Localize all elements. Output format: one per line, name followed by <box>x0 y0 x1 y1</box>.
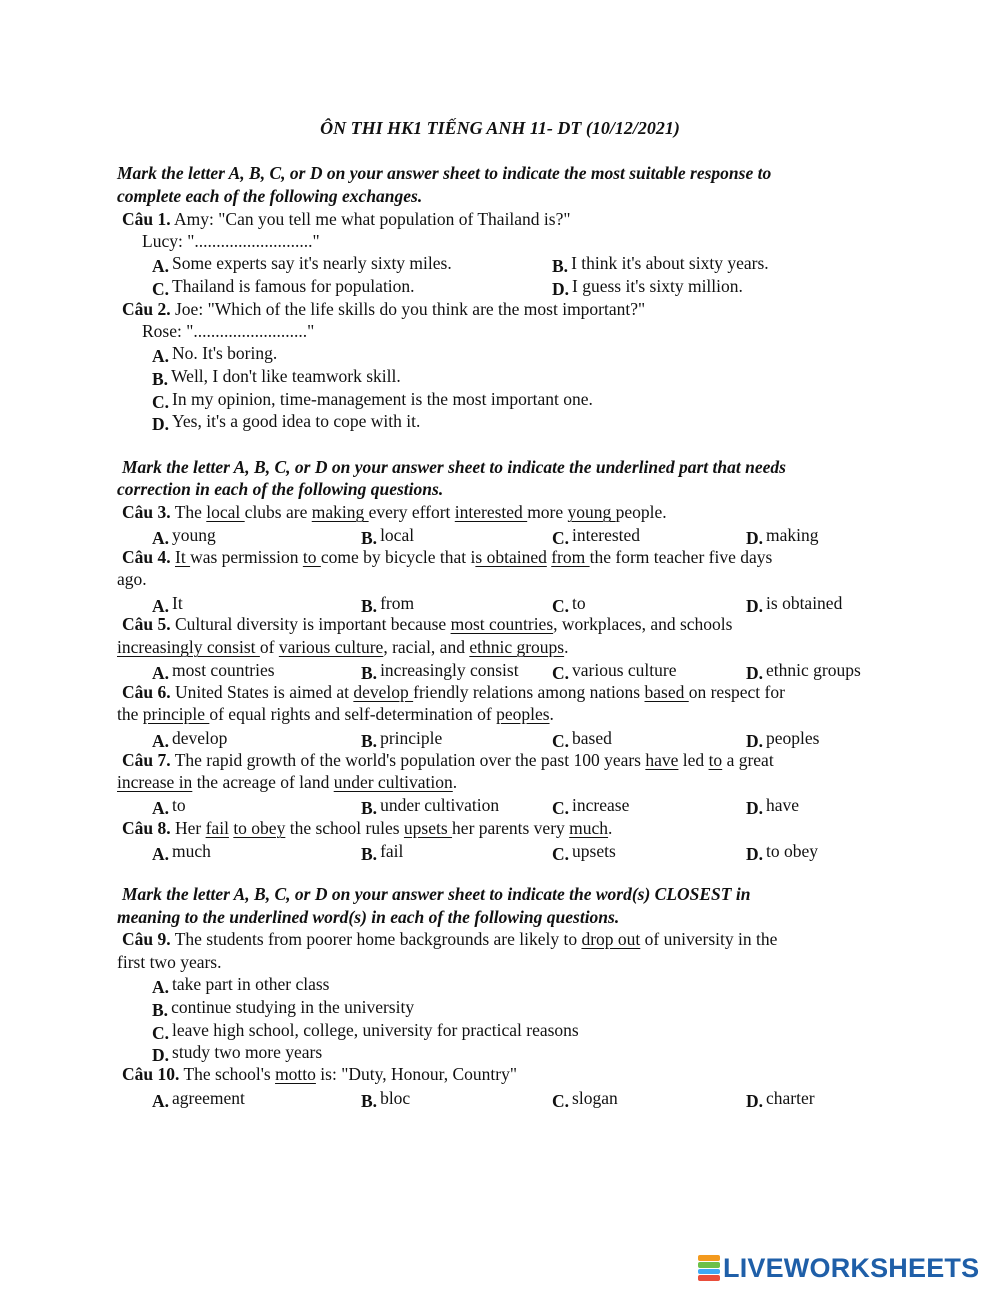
option-letter: D. <box>746 1091 764 1111</box>
option-letter: C. <box>552 596 570 616</box>
option-letter: B. <box>361 596 378 616</box>
option-text: making <box>766 525 819 545</box>
option-text: study two more years <box>172 1042 323 1062</box>
text: the <box>117 704 143 724</box>
question-stem <box>122 546 772 568</box>
option-b[interactable] <box>361 524 414 546</box>
question-label: Câu 9. <box>122 929 171 949</box>
option-letter: D. <box>746 844 764 864</box>
option-b[interactable] <box>361 592 414 614</box>
option-a[interactable] <box>152 840 211 862</box>
option-text: take part in other class <box>172 974 330 994</box>
text: United States is aimed at <box>175 682 354 702</box>
question-label: Câu 10. <box>122 1064 180 1084</box>
underlined-part: fail <box>205 818 229 838</box>
option-c[interactable] <box>552 659 677 681</box>
text: come by bicycle that i <box>320 547 476 567</box>
option-letter: A. <box>152 256 170 276</box>
question-label: Câu 3. <box>122 502 171 522</box>
question-stem <box>122 749 774 771</box>
underlined-part: upsets <box>403 818 453 838</box>
option-a[interactable] <box>152 794 186 816</box>
option-d[interactable] <box>746 592 842 614</box>
question-text: Joe: "Which of the life skills do you think are the most important?" <box>175 299 646 319</box>
question-text: Amy: "Can you tell me what population of Thailand is?" <box>174 209 571 229</box>
option-letter: C. <box>152 1023 170 1043</box>
text: clubs are <box>244 502 312 522</box>
underlined-part: ethnic groups <box>469 637 565 657</box>
option-text: from <box>380 593 415 613</box>
option-text: peoples <box>766 728 820 748</box>
text: . <box>549 704 554 724</box>
option-c[interactable] <box>152 388 593 410</box>
question-response-line: Rose: ".........................." <box>142 321 315 341</box>
text: . <box>564 637 569 657</box>
option-text: Some experts say it's nearly sixty miles. <box>172 253 452 273</box>
text: on respect for <box>688 682 785 702</box>
option-text: upsets <box>572 841 616 861</box>
option-letter: D. <box>152 414 170 434</box>
option-text: agreement <box>172 1088 245 1108</box>
option-text: slogan <box>572 1088 618 1108</box>
option-text: ethnic groups <box>766 660 861 680</box>
option-text: bloc <box>380 1088 411 1108</box>
option-d[interactable] <box>746 659 861 681</box>
underlined-part: under cultivation <box>333 772 453 792</box>
underlined-part: increasingly consist <box>117 637 260 657</box>
question-response-line: Lucy: "..........................." <box>142 231 320 251</box>
option-d[interactable] <box>746 1087 815 1109</box>
option-b[interactable] <box>552 252 769 274</box>
underlined-part: motto <box>275 1064 316 1084</box>
option-text: to <box>572 593 586 613</box>
option-d[interactable] <box>746 794 799 816</box>
option-letter: B. <box>152 369 169 389</box>
option-d[interactable] <box>552 275 743 297</box>
option-d[interactable] <box>152 1041 322 1063</box>
liveworksheets-logo-icon <box>698 1255 720 1281</box>
question-text-continued: ago. <box>117 569 147 589</box>
question-label: Câu 5. <box>122 614 171 634</box>
text: the school rules <box>285 818 404 838</box>
option-b[interactable] <box>152 996 414 1018</box>
option-text: Well, I don't like teamwork skill. <box>171 366 401 386</box>
option-b[interactable] <box>152 365 401 387</box>
option-d[interactable] <box>746 840 818 862</box>
option-a[interactable] <box>152 1087 245 1109</box>
option-d[interactable] <box>746 524 819 546</box>
option-text: Thailand is famous for population. <box>172 276 415 296</box>
option-a[interactable] <box>152 342 277 364</box>
text: is: "Duty, Honour, Country" <box>315 1064 517 1084</box>
question-stem <box>122 1063 517 1085</box>
instruction-line: correction in each of the following questions. <box>117 479 444 499</box>
instruction-line: Mark the letter A, B, C, or D on your answer sheet to indicate the word(s) CLOSEST in <box>122 884 751 904</box>
question-text-continued: first two years. <box>117 952 222 972</box>
question-label: Câu 4. <box>122 547 171 567</box>
text: led <box>678 750 709 770</box>
option-letter: B. <box>361 798 378 818</box>
underlined-part: various culture <box>278 637 384 657</box>
underlined-part: peoples <box>496 704 550 724</box>
option-b[interactable] <box>361 794 499 816</box>
option-letter: D. <box>746 731 764 751</box>
text: every effort <box>368 502 455 522</box>
option-text: young <box>172 525 216 545</box>
text: The students from poorer home backgrounds are likely to <box>174 929 582 949</box>
option-letter: B. <box>552 256 569 276</box>
option-letter: D. <box>552 279 570 299</box>
option-letter: A. <box>152 798 170 818</box>
question-label: Câu 2. <box>122 299 171 319</box>
option-letter: B. <box>361 844 378 864</box>
option-text: charter <box>766 1088 815 1108</box>
text: Cultural diversity is important because <box>175 614 451 634</box>
option-letter: C. <box>552 731 570 751</box>
underlined-part: principle <box>142 704 210 724</box>
question-text-continued <box>117 703 554 725</box>
question-stem <box>122 681 785 703</box>
option-letter: D. <box>746 596 764 616</box>
underlined-part: have <box>645 750 679 770</box>
text: The school's <box>183 1064 276 1084</box>
option-letter: A. <box>152 663 170 683</box>
text: , workplaces, and schools <box>553 614 733 634</box>
option-text: under cultivation <box>380 795 500 815</box>
option-text: various culture <box>572 660 677 680</box>
option-c[interactable] <box>552 840 616 862</box>
option-c[interactable] <box>552 1087 618 1109</box>
text: The <box>174 502 207 522</box>
question-stem <box>122 817 612 839</box>
underlined-part: young <box>567 502 616 522</box>
question-label: Câu 6. <box>122 682 171 702</box>
option-text: based <box>572 728 612 748</box>
instruction-line: complete each of the following exchanges. <box>117 186 423 206</box>
underlined-part: local <box>206 502 245 522</box>
question-text-continued <box>117 771 457 793</box>
option-letter: B. <box>361 1091 378 1111</box>
question-stem <box>122 208 571 230</box>
underlined-part: much <box>569 818 609 838</box>
option-letter: B. <box>361 528 378 548</box>
option-text: develop <box>172 728 228 748</box>
text: of <box>259 637 279 657</box>
option-a[interactable] <box>152 524 216 546</box>
option-letter: A. <box>152 346 170 366</box>
option-b[interactable] <box>361 659 519 681</box>
option-text: principle <box>380 728 443 748</box>
underlined-part: making <box>311 502 369 522</box>
underlined-part: from <box>551 547 590 567</box>
text: friendly relations among nations <box>413 682 645 702</box>
question-text-continued <box>117 636 568 658</box>
option-c[interactable] <box>552 592 586 614</box>
underlined-part: s obtained <box>475 547 547 567</box>
option-text: interested <box>572 525 641 545</box>
option-letter: B. <box>361 663 378 683</box>
option-text: No. It's boring. <box>172 343 278 363</box>
option-letter: C. <box>152 279 170 299</box>
text: a great <box>722 750 774 770</box>
option-text: increase <box>572 795 630 815</box>
option-text: is obtained <box>766 593 843 613</box>
instruction-line: Mark the letter A, B, C, or D on your answer sheet to indicate the most suitable response to <box>117 163 772 183</box>
option-text: most countries <box>172 660 275 680</box>
instruction-line: Mark the letter A, B, C, or D on your answer sheet to indicate the underlined part that needs <box>122 457 786 477</box>
underlined-part: drop out <box>581 929 641 949</box>
question-stem <box>122 613 732 635</box>
option-c[interactable] <box>552 794 629 816</box>
option-letter: D. <box>746 798 764 818</box>
option-text: increasingly consist <box>380 660 519 680</box>
option-letter: A. <box>152 528 170 548</box>
question-label: Câu 8. <box>122 818 171 838</box>
option-c[interactable] <box>152 275 415 297</box>
option-letter: A. <box>152 977 170 997</box>
option-text: I guess it's sixty million. <box>572 276 743 296</box>
option-a[interactable] <box>152 727 227 749</box>
text: Her <box>175 818 206 838</box>
option-text: continue studying in the university <box>171 997 415 1017</box>
instruction-line: meaning to the underlined word(s) in each of the following questions. <box>117 907 620 927</box>
option-text: fail <box>380 841 404 861</box>
underlined-part: increase in <box>117 772 193 792</box>
option-letter: C. <box>552 1091 570 1111</box>
option-b[interactable] <box>361 727 442 749</box>
text: people. <box>615 502 667 522</box>
option-c[interactable] <box>152 1019 579 1041</box>
option-text: In my opinion, time-management is the most important one. <box>172 389 593 409</box>
option-a[interactable] <box>152 973 329 995</box>
question-label: Câu 7. <box>122 750 171 770</box>
text: the acreage of land <box>192 772 334 792</box>
text: was permission <box>190 547 303 567</box>
underlined-part: based <box>644 682 689 702</box>
option-letter: D. <box>746 663 764 683</box>
option-text: much <box>172 841 211 861</box>
question-stem <box>122 298 645 320</box>
option-letter: B. <box>361 731 378 751</box>
underlined-part: develop <box>353 682 414 702</box>
text: of university in the <box>640 929 778 949</box>
text: of equal rights and self-determination of <box>209 704 497 724</box>
option-letter: C. <box>152 392 170 412</box>
option-letter: C. <box>552 798 570 818</box>
text: her parents very <box>452 818 570 838</box>
liveworksheets-logo[interactable] <box>698 1253 979 1283</box>
option-text: It <box>172 593 183 613</box>
option-text: Yes, it's a good idea to cope with it. <box>172 411 421 431</box>
option-b[interactable] <box>361 1087 410 1109</box>
option-c[interactable] <box>552 524 640 546</box>
option-text: to <box>172 795 186 815</box>
page-title: ÔN THI HK1 TIẾNG ANH 11- DT (10/12/2021) <box>320 118 680 138</box>
option-letter: A. <box>152 596 170 616</box>
option-a[interactable] <box>152 252 452 274</box>
text: The rapid growth of the world's population over the past 100 years <box>174 750 646 770</box>
question-label: Câu 1. <box>122 209 171 229</box>
option-text: to obey <box>766 841 819 861</box>
underlined-part: It <box>175 547 191 567</box>
underlined-part: to <box>302 547 321 567</box>
underlined-part: most countries <box>450 614 554 634</box>
option-letter: C. <box>552 663 570 683</box>
text: . <box>608 818 613 838</box>
option-a[interactable] <box>152 659 275 681</box>
option-text: leave high school, college, university for practical reasons <box>172 1020 579 1040</box>
option-letter: C. <box>552 528 570 548</box>
underlined-part: to obey <box>233 818 286 838</box>
underlined-part: to <box>708 750 723 770</box>
option-text: have <box>766 795 800 815</box>
underlined-part: interested <box>454 502 528 522</box>
text: more <box>527 502 568 522</box>
option-text: local <box>380 525 415 545</box>
option-d[interactable] <box>746 727 819 749</box>
option-text: I think it's about sixty years. <box>571 253 769 273</box>
question-stem <box>122 928 777 950</box>
option-letter: B. <box>152 1000 169 1020</box>
option-letter: C. <box>552 844 570 864</box>
option-letter: A. <box>152 731 170 751</box>
text: the form teacher five days <box>589 547 773 567</box>
text: . <box>452 772 458 792</box>
option-a[interactable] <box>152 592 183 614</box>
option-letter: D. <box>746 528 764 548</box>
option-d[interactable] <box>152 410 420 432</box>
option-letter: D. <box>152 1045 170 1065</box>
option-b[interactable] <box>361 840 403 862</box>
brand-name: LIVEWORKSHEETS <box>723 1252 980 1283</box>
question-stem <box>122 501 667 523</box>
option-letter: A. <box>152 844 170 864</box>
text: , racial, and <box>383 637 470 657</box>
option-c[interactable] <box>552 727 612 749</box>
option-letter: A. <box>152 1091 170 1111</box>
